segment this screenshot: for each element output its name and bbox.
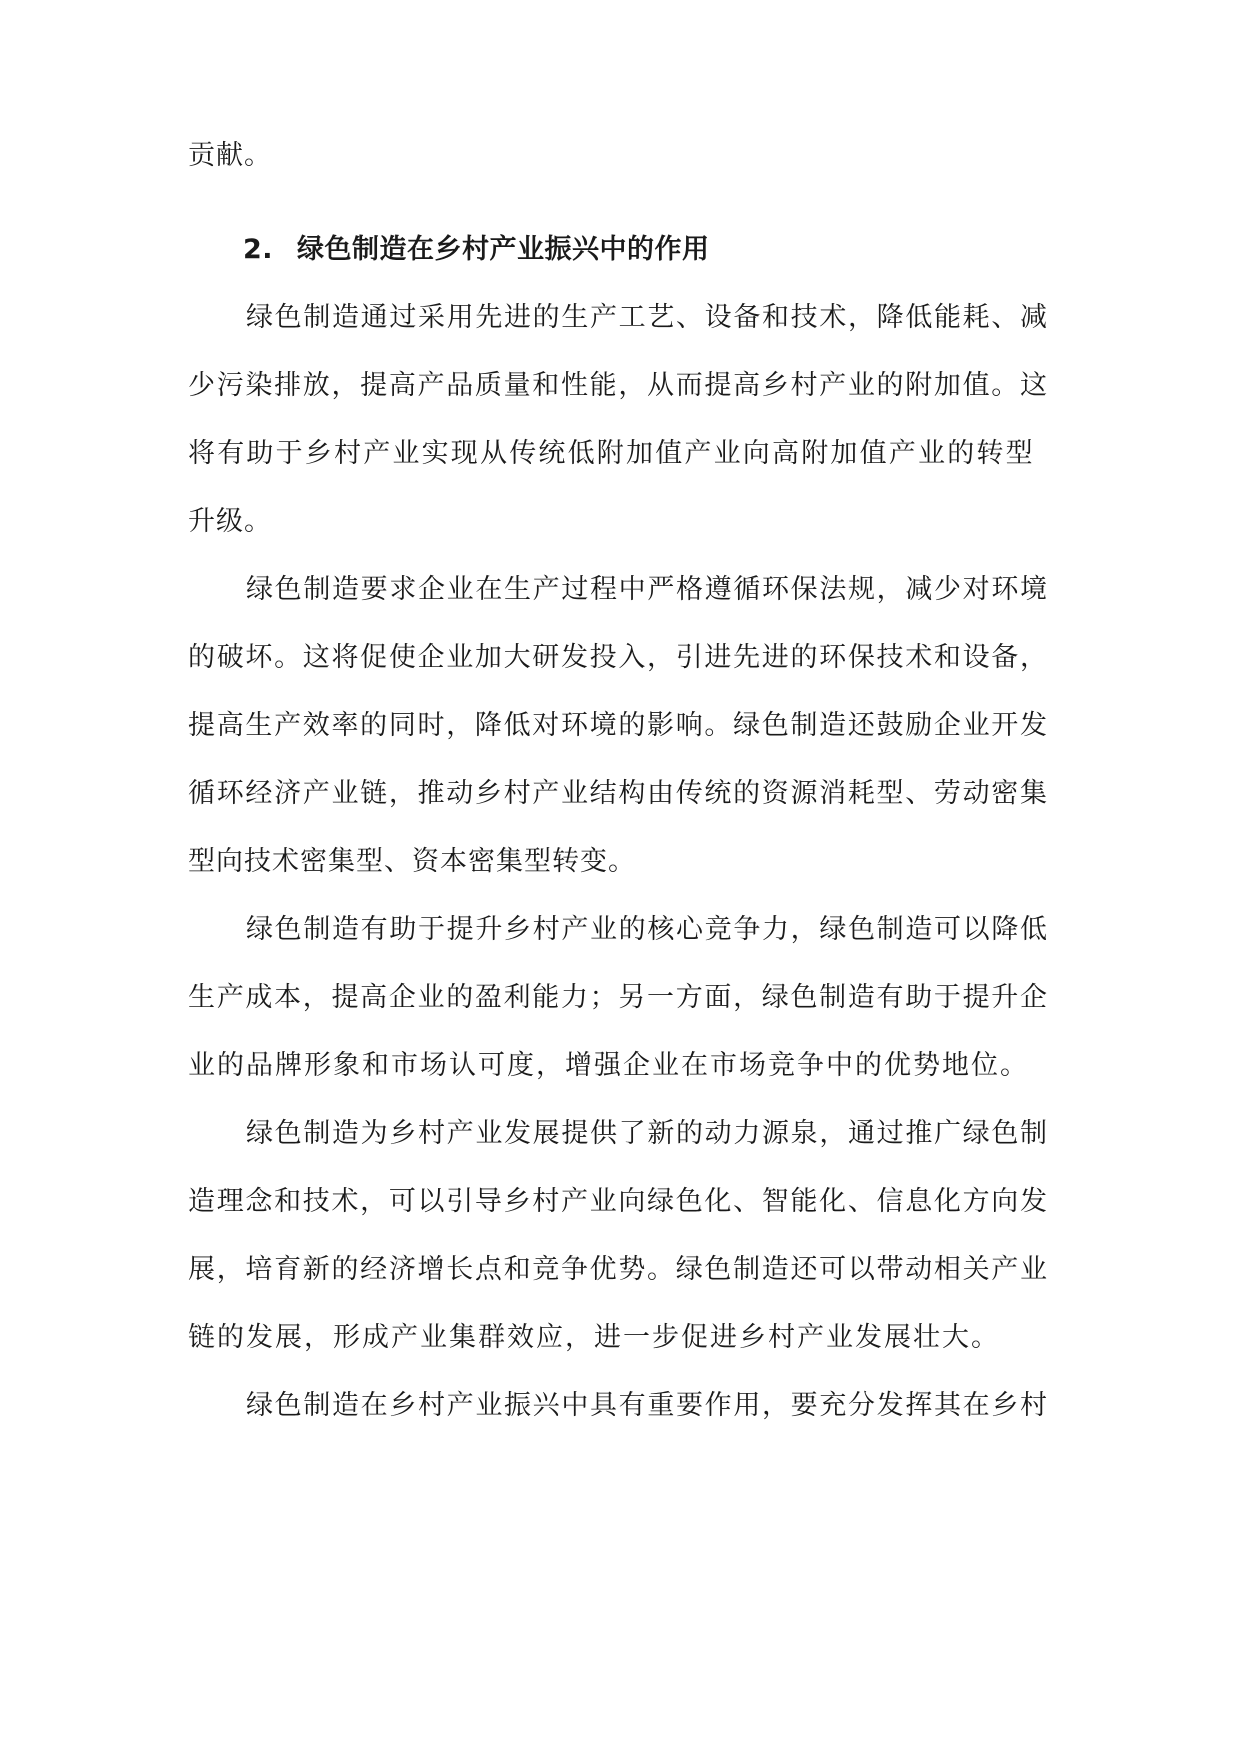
section-title: 绿色制造在乡村产业振兴中的作用 bbox=[296, 234, 710, 265]
paragraph-1-line-4: 升级。 bbox=[188, 506, 272, 537]
paragraph-4-line-4: 链的发展，形成产业集群效应，进一步促进乡村产业发展壮大。 bbox=[188, 1322, 1000, 1353]
paragraph-1-line-3: 将有助于乡村产业实现从传统低附加值产业向高附加值产业的转型 bbox=[188, 438, 1035, 469]
paragraph-2-line-1: 绿色制造要求企业在生产过程中严格遵循环保法规，减少对环境 bbox=[246, 574, 1048, 605]
section-heading bbox=[243, 232, 709, 268]
paragraph-2-line-3: 提高生产效率的同时，降低对环境的影响。绿色制造还鼓励企业开发 bbox=[188, 710, 1048, 741]
paragraph-2-line-5: 型向技术密集型、资本密集型转变。 bbox=[188, 846, 636, 877]
paragraph-5-line-1: 绿色制造在乡村产业振兴中具有重要作用，要充分发挥其在乡村 bbox=[246, 1390, 1048, 1421]
carryover-line: 贡献。 bbox=[188, 140, 272, 171]
section-number: 2. bbox=[243, 234, 274, 265]
paragraph-1-line-1: 绿色制造通过采用先进的生产工艺、设备和技术，降低能耗、减 bbox=[246, 302, 1048, 333]
paragraph-4-line-1: 绿色制造为乡村产业发展提供了新的动力源泉，通过推广绿色制 bbox=[246, 1118, 1048, 1149]
paragraph-3-line-2: 生产成本，提高企业的盈利能力；另一方面，绿色制造有助于提升企 bbox=[188, 982, 1048, 1013]
paragraph-2-line-4: 循环经济产业链，推动乡村产业结构由传统的资源消耗型、劳动密集 bbox=[188, 778, 1048, 809]
paragraph-4-line-2: 造理念和技术，可以引导乡村产业向绿色化、智能化、信息化方向发 bbox=[188, 1186, 1048, 1217]
paragraph-4-line-3: 展，培育新的经济增长点和竞争优势。绿色制造还可以带动相关产业 bbox=[188, 1254, 1048, 1285]
paragraph-3-line-1: 绿色制造有助于提升乡村产业的核心竞争力，绿色制造可以降低 bbox=[246, 914, 1048, 945]
paragraph-3-line-3: 业的品牌形象和市场认可度，增强企业在市场竞争中的优势地位。 bbox=[188, 1050, 1029, 1081]
paragraph-2-line-2: 的破坏。这将促使企业加大研发投入，引进先进的环保技术和设备， bbox=[188, 642, 1048, 673]
paragraph-1-line-2: 少污染排放，提高产品质量和性能，从而提高乡村产业的附加值。这 bbox=[188, 370, 1048, 401]
